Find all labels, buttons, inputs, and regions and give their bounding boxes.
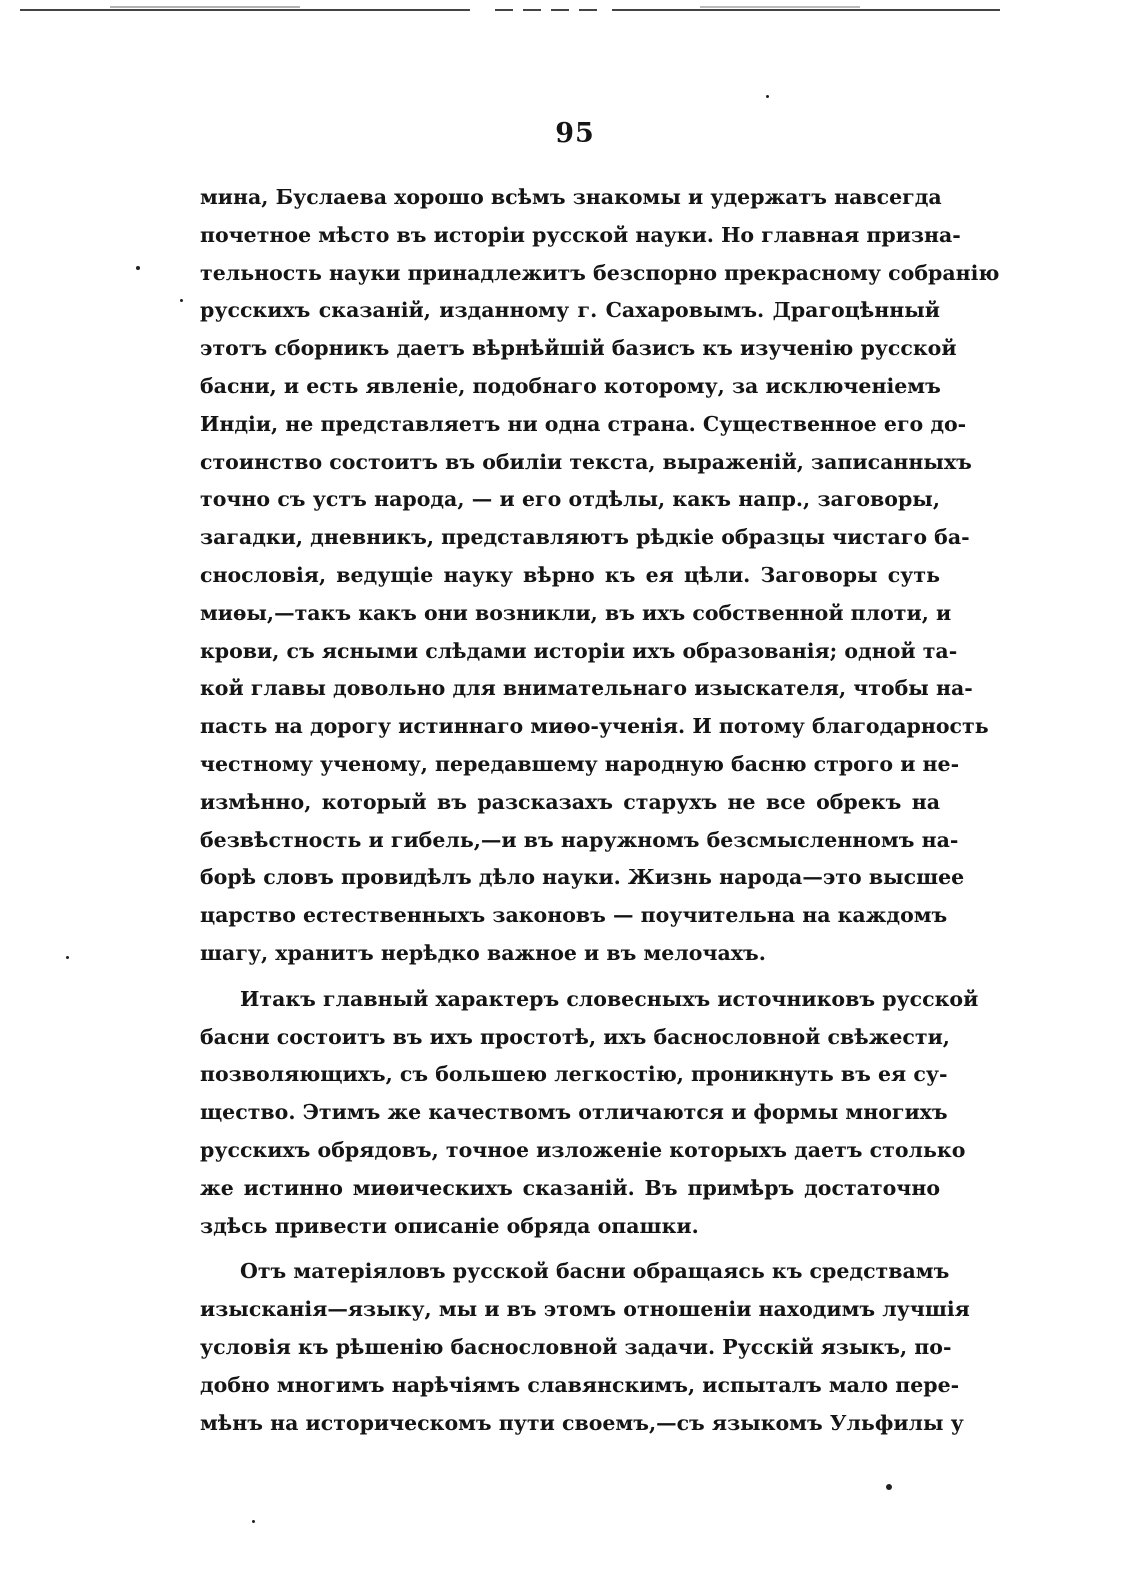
paragraph-gap [200,973,940,981]
paragraph-gap [200,1245,940,1253]
text-line: добно многимъ нарѣчіямъ славянскимъ, испыталъ мало пере- [200,1372,960,1397]
text-line: стоинство состоитъ въ обиліи текста, выраженій, записанныхъ [200,449,972,474]
text-line: борѣ словъ провидѣлъ дѣло науки. Жизнь народа—это высшее [200,865,965,890]
scan-speck [252,1520,255,1523]
top-border-rule [0,0,1140,22]
text-line: Отъ матеріяловъ русской басни обращаясь къ средствамъ [240,1259,950,1284]
text-line: же истинно миѳическихъ сказаній. Въ примѣръ достаточно [200,1175,940,1200]
text-line: безвѣстность и гибель,—и въ наружномъ безсмысленномъ на- [200,827,959,852]
page-number: 95 [555,118,595,149]
scan-speck [766,95,769,98]
text-line: басни, и есть явленіе, подобнаго которому, за исключеніемъ [200,373,941,398]
scan-speck [136,266,140,270]
text-line: этотъ сборникъ даетъ вѣрнѣйшій базисъ къ изученію русской [200,336,957,361]
text-line: русскихъ сказаній, изданному г. Сахаровымъ. Драгоцѣнный [200,298,940,323]
text-line: условія къ рѣшенію баснословной задачи. Русскій языкъ, по- [200,1334,952,1359]
text-line: кой главы довольно для внимательнаго изыскателя, чтобы на- [200,676,973,701]
text-line: Итакъ главный характеръ словесныхъ источниковъ русской [240,986,979,1011]
text-line: пасть на дорогу истиннаго миѳо-ученія. И потому благодарность [200,714,989,739]
scan-speck [886,1484,892,1490]
text-line: крови, съ ясными слѣдами исторіи ихъ образованія; одной та- [200,638,958,663]
text-line: измѣнно, который въ разсказахъ старухъ не все обрекъ на [200,789,940,814]
text-line: щество. Этимъ же качествомъ отличаются и формы многихъ [200,1100,948,1125]
scan-speck [66,956,69,959]
paragraph-1 [200,179,1000,973]
text-line: мѣнъ на историческомъ пути своемъ,—съ языкомъ Ульфилы у [200,1410,964,1435]
text-line: шагу, хранитъ нерѣдко важное и въ мелочахъ. [200,940,766,965]
text-line: Индіи, не представляетъ ни одна страна. Существенное его до- [200,411,967,436]
text-line: почетное мѣсто въ исторіи русской науки. Но главная призна- [200,222,961,247]
text-line: тельность науки принадлежитъ безспорно прекрасному собранію [200,260,1000,285]
text-line: басни состоитъ въ ихъ простотѣ, ихъ баснословной свѣжести, [200,1024,950,1049]
text-line: позволяющихъ, съ большею легкостію, проникнуть въ ея су- [200,1062,948,1087]
text-line: честному ученому, передавшему народную басню строго и не- [200,751,960,776]
scan-speck [180,299,183,302]
text-line: загадки, дневникъ, представляютъ рѣдкіе образцы чистаго ба- [200,525,970,550]
text-line: миѳы,—такъ какъ они возникли, въ ихъ собственной плоти, и [200,600,952,625]
text-line: снословія, ведущіе науку вѣрно къ ея цѣли. Заговоры суть [200,562,940,587]
paragraph-3 [200,1253,970,1442]
text-line: изысканія—языку, мы и въ этомъ отношеніи находимъ лучшія [200,1297,970,1322]
text-line: здѣсь привести описаніе обряда опашки. [200,1213,699,1238]
body-text [200,179,1000,1442]
text-line: точно съ устъ народа, — и его отдѣлы, какъ напр., заговоры, [200,487,940,512]
text-line: царство естественныхъ законовъ — поучительна на каждомъ [200,903,948,928]
paragraph-2 [200,981,979,1246]
text-line: мина, Буслаева хорошо всѣмъ знакомы и удержатъ навсегда [200,185,942,209]
text-line: русскихъ обрядовъ, точное изложеніе которыхъ даетъ столько [200,1137,966,1162]
